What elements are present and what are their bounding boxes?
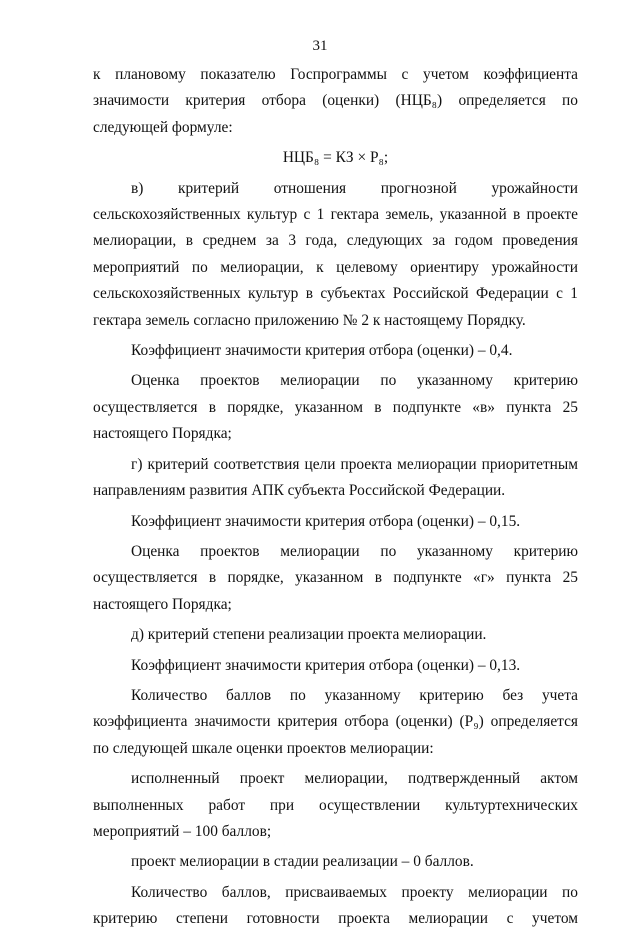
paragraph: к плановому показателю Госпрограммы с учетом коэффициента значимости критерия отбора (оценки) (НЦБ₈) определяется по следующей формуле: [93,66,578,136]
paragraph: Количество баллов, присваиваемых проекту мелиорации по критерию степени готовности проекта мелиорации с учетом [93,883,578,928]
paragraph: Оценка проектов мелиорации по указанному критерию осуществляется в порядке, указанном в подпункте «г» пункта 25 настоящего Порядка; [93,542,578,613]
page-number: 31 [312,38,328,54]
paragraph: Коэффициент значимости критерия отбора (оценки) – 0,15. [131,512,521,530]
document-body [93,62,578,933]
paragraph: проект мелиорации в стадии реализации – 0 баллов. [131,853,474,871]
paragraph: Оценка проектов мелиорации по указанному критерию осуществляется в порядке, указанном в подпункте «в» пункта 25 настоящего Порядка; [93,372,578,443]
paragraph: г) критерий соответствия цели проекта мелиорации приоритетным направлениям развития АПК субъекта Российской Федерации. [93,455,578,500]
paragraph: Количество баллов по указанному критерию без учета коэффициента значимости критерия отбора (оценки) (Р₉) определяется по следующей шкале оценки проектов мелиорации: [93,686,578,757]
paragraph: в) критерий отношения прогнозной урожайности сельскохозяйственных культур с 1 гектара земель, указанной в проекте мелиорации, в среднем за 3 года, следующих за годом проведения мероприятий по мелиорации, к целевому ориентиру урожайности сельскохозяйственных культур в субъектах Российской Федерации с 1 гектара земель согласно приложению № 2 к настоящему Порядку. [93,179,578,329]
paragraph: Коэффициент значимости критерия отбора (оценки) – 0,13. [131,656,521,674]
paragraph: д) критерий степени реализации проекта мелиорации. [131,626,487,644]
paragraph: исполненный проект мелиорации, подтвержденный актом выполненных работ при осуществлении культуртехнических мероприятий – 100 баллов; [93,770,578,840]
paragraph: Коэффициент значимости критерия отбора (оценки) – 0,4. [131,342,513,360]
formula: НЦБ₈ = КЗ × Р₈; [282,149,389,167]
